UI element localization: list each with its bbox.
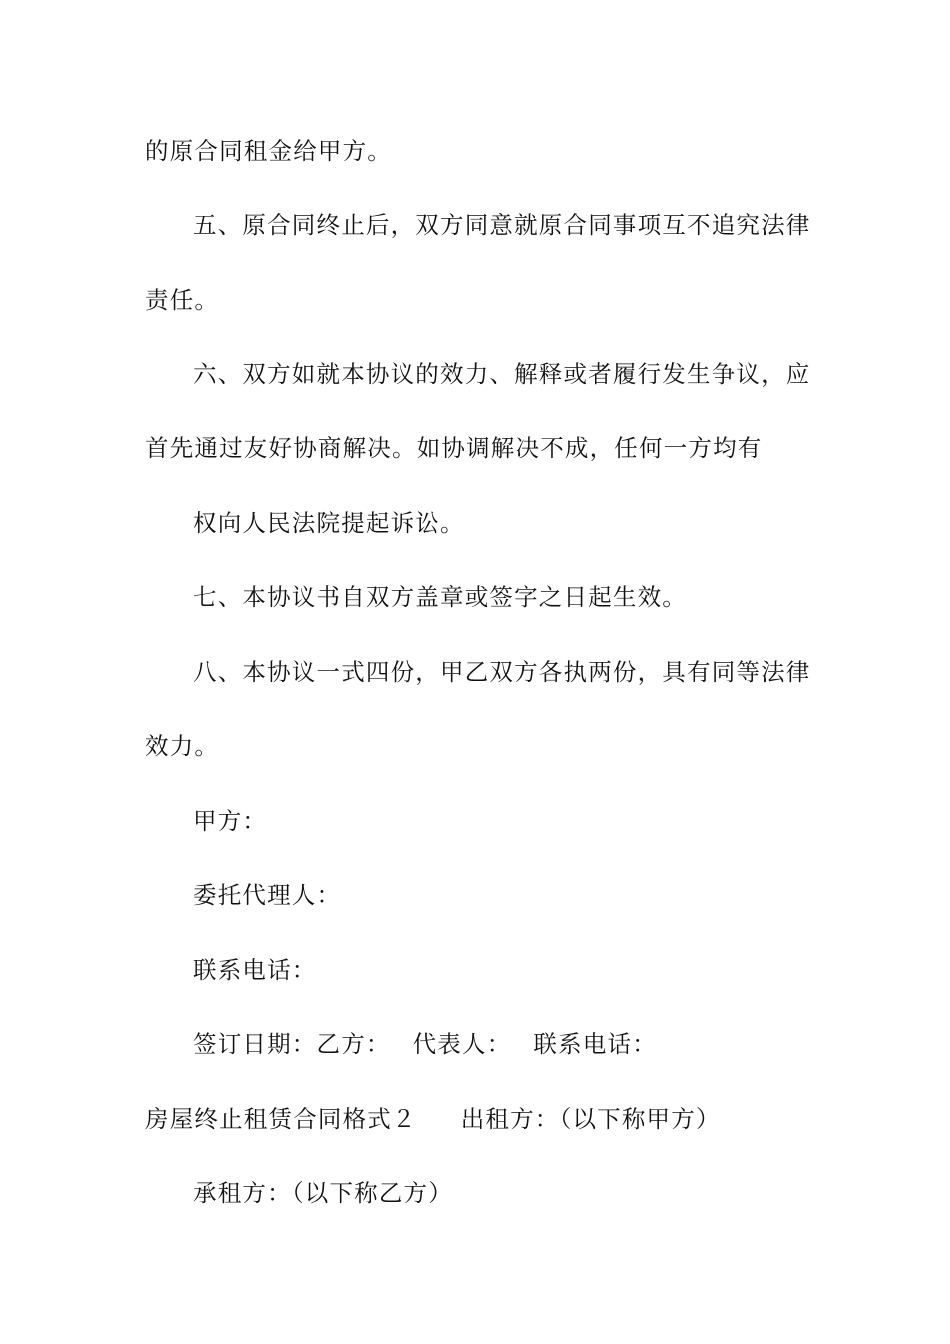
party-a-label: 甲方：: [193, 807, 268, 835]
clause-6-line-2: 首先通过友好协商解决。如协调解决不成，任何一方均有: [145, 434, 763, 462]
next-section-title: 房屋终止租赁合同格式２: [145, 1105, 417, 1133]
lessor-label: 出租方：（以下称甲方）: [460, 1105, 721, 1133]
clause-8-line-1: 八、本协议一式四份，甲乙双方各执两份，具有同等法律: [193, 658, 811, 686]
clause-5-line-2: 责任。: [145, 286, 220, 314]
lessee-label: 承租方：（以下称乙方）: [193, 1179, 453, 1207]
representative-label: 代表人：: [412, 1030, 512, 1058]
phone-label: 联系电话：: [193, 956, 317, 984]
clause-6-line-3: 权向人民法院提起诉讼。: [193, 509, 465, 537]
text-line-rent-return: 的原合同租金给甲方。: [145, 137, 392, 165]
agent-label: 委托代理人：: [193, 881, 342, 909]
party-b-phone-label: 联系电话：: [533, 1030, 657, 1058]
clause-8-line-2: 效力。: [145, 732, 220, 760]
next-section-heading-line: [145, 1104, 721, 1134]
clause-6-line-1: 六、双方如就本协议的效力、解释或者履行发生争议，应: [193, 360, 811, 388]
sign-date-party-b-label: 签订日期：乙方：: [193, 1030, 391, 1058]
signature-line: [193, 1029, 657, 1059]
clause-5-line-1: 五、原合同终止后，双方同意就原合同事项互不追究法律: [193, 211, 811, 239]
clause-7-line: 七、本协议书自双方盖章或签字之日起生效。: [193, 583, 687, 611]
